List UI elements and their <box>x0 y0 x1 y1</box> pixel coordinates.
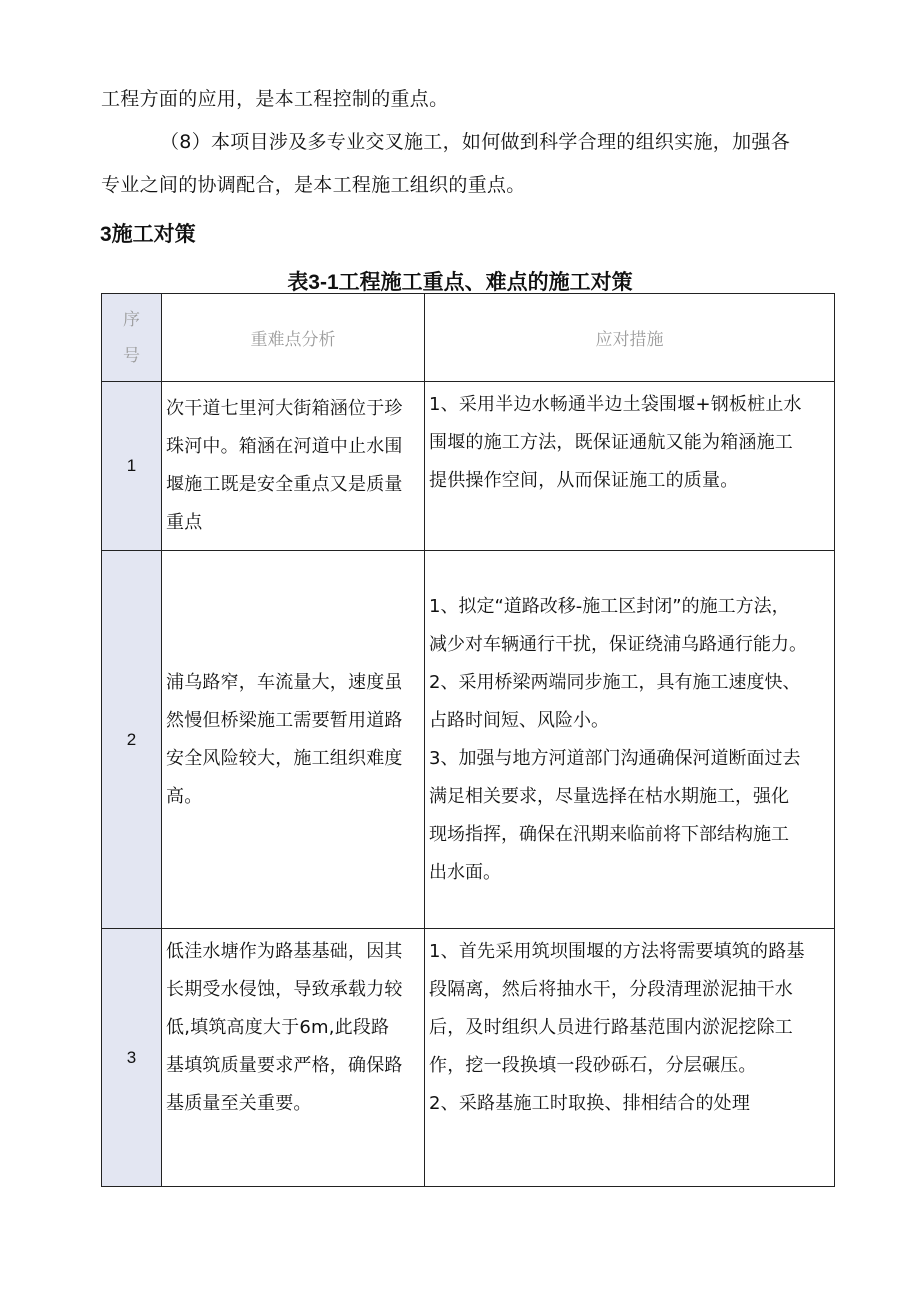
table-title: 表3-1工程施工重点、难点的施工对策 <box>287 271 633 294</box>
analysis-line: 基填筑质量要求严格，确保路 <box>166 1055 403 1076</box>
analysis-line: 重点 <box>166 512 203 533</box>
analysis-line: 低洼水塘作为路基基础，因其 <box>166 941 403 962</box>
measure-line: 作，挖一段换填一段砂砾石，分层碾压。 <box>429 1055 757 1076</box>
analysis-line: 高。 <box>166 785 203 807</box>
section-heading: 3施工对策 <box>100 223 196 246</box>
analysis-line: 堰施工既是安全重点又是质量 <box>166 474 403 495</box>
analysis-line: 低,填筑高度大于6m,此段路 <box>166 1017 390 1038</box>
analysis-cell <box>162 382 425 551</box>
table-row <box>102 382 835 551</box>
analysis-line: 次干道七里河大街箱涵位于珍 <box>166 398 403 419</box>
row-index-cell: 3 <box>102 929 162 1187</box>
analysis-line: 安全风险较大，施工组织难度 <box>166 747 403 769</box>
header-index-line-1: 序 <box>123 309 140 330</box>
measure-line: 现场指挥，确保在汛期来临前将下部结构施工 <box>429 823 789 845</box>
analysis-cell <box>162 929 425 1187</box>
measures-table <box>101 293 835 1187</box>
header-measures-cell: 应对措施 <box>425 294 835 382</box>
measure-line: 减少对车辆通行干扰，保证绕浦乌路通行能力。 <box>429 633 807 655</box>
body-paragraph-line-3: 专业之间的协调配合，是本工程施工组织的重点。 <box>101 174 526 196</box>
measure-line: 围堰的施工方法，既保证通航又能为箱涵施工 <box>429 432 793 453</box>
measures-cell <box>425 382 835 551</box>
analysis-line: 珠河中。箱涵在河道中止水围 <box>166 436 403 457</box>
header-analysis-cell: 重难点分析 <box>162 294 425 382</box>
measure-line: 段隔离，然后将抽水干，分段清理淤泥抽干水 <box>429 979 793 1000</box>
measures-cell <box>425 551 835 929</box>
measure-line: 满足相关要求，尽量选择在枯水期施工，强化 <box>429 785 789 807</box>
measures-cell <box>425 929 835 1187</box>
table-row <box>102 551 835 929</box>
table-header-row <box>102 294 835 382</box>
measure-line: 1、采用半边水畅通半边土袋围堰+钢板桩止水 <box>429 394 802 415</box>
analysis-line: 然慢但桥梁施工需要暂用道路 <box>166 709 403 731</box>
measure-line: 2、采路基施工时取换、排相结合的处理 <box>429 1093 751 1114</box>
measure-line: 3、加强与地方河道部门沟通确保河道断面过去 <box>429 747 801 769</box>
analysis-line: 浦乌路窄，车流量大，速度虽 <box>166 671 403 693</box>
analysis-cell <box>162 551 425 929</box>
row-index-cell: 1 <box>102 382 162 551</box>
analysis-line: 基质量至关重要。 <box>166 1093 312 1114</box>
measure-line: 后，及时组织人员进行路基范围内淤泥挖除工 <box>429 1017 793 1038</box>
measure-line: 1、拟定“道路改移-施工区封闭”的施工方法， <box>429 595 790 617</box>
measure-line: 占路时间短、风险小。 <box>429 709 609 731</box>
body-paragraph-line-1: 工程方面的应用，是本工程控制的重点。 <box>101 88 449 110</box>
measure-line: 出水面。 <box>429 861 501 883</box>
analysis-line: 长期受水侵蚀，导致承载力较 <box>166 979 403 1000</box>
measure-line: 提供操作空间，从而保证施工的质量。 <box>429 470 739 491</box>
header-index-cell <box>102 294 162 382</box>
table-row <box>102 929 835 1187</box>
row-index-cell: 2 <box>102 551 162 929</box>
measure-line: 1、首先采用筑坝围堰的方法将需要填筑的路基 <box>429 941 805 962</box>
header-index-line-2: 号 <box>123 345 140 366</box>
measure-line: 2、采用桥梁两端同步施工，具有施工速度快、 <box>429 671 801 693</box>
body-paragraph-line-2: （8）本项目涉及多专业交叉施工，如何做到科学合理的组织实施，加强各 <box>160 131 790 153</box>
